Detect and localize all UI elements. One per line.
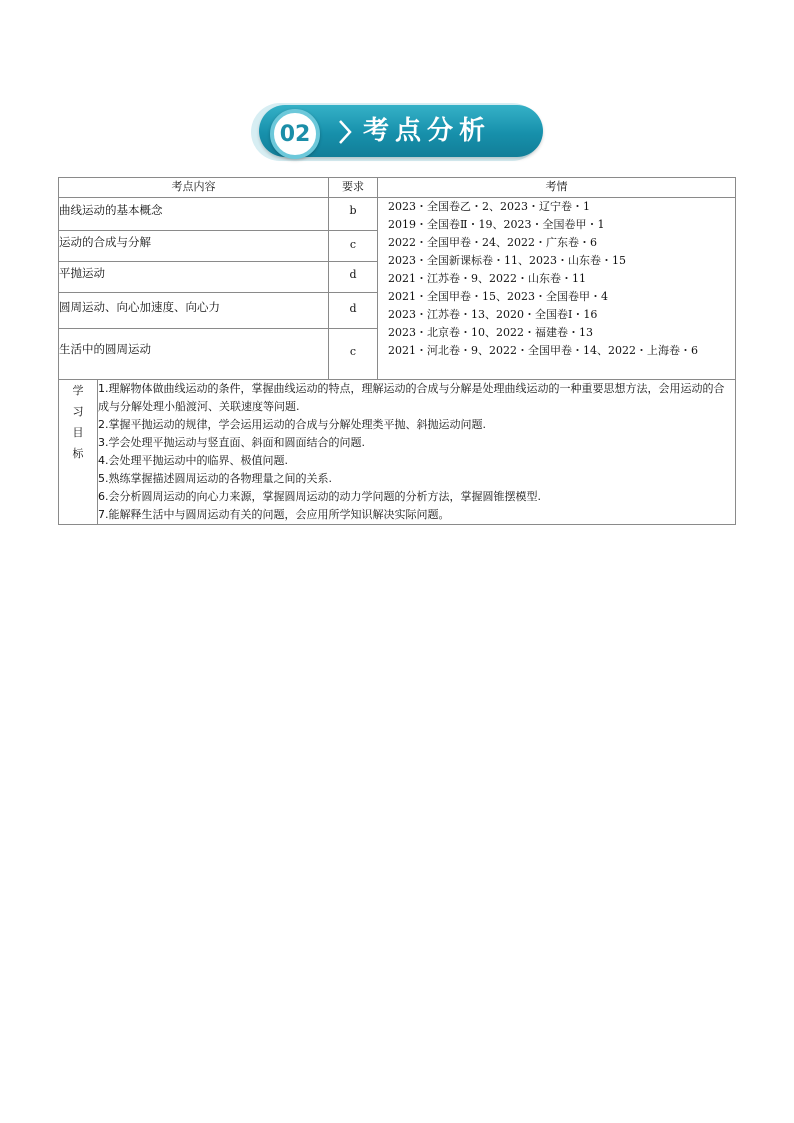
- exam-line: 2023・全国新课标卷・11、2023・山东卷・15: [388, 254, 626, 267]
- header-requirement: 要求: [329, 178, 378, 198]
- exam-line: 2023・北京卷・10、2022・福建卷・13: [388, 326, 593, 339]
- goal-item: 4.会处理平抛运动中的临界、极值问题.: [98, 454, 288, 467]
- requirement-cell: c: [329, 231, 378, 262]
- exam-line: 2021・河北卷・9、2022・全国甲卷・14、2022・上海卷・6: [388, 344, 698, 357]
- goal-item: 6.会分析圆周运动的向心力来源，掌握圆周运动的动力学问题的分析方法，掌握圆锥摆模型.: [98, 490, 541, 503]
- goals-cell: [98, 380, 736, 525]
- topic-cell: 平抛运动: [59, 262, 329, 293]
- header-exam: 考情: [378, 178, 736, 198]
- requirement-cell: b: [329, 198, 378, 231]
- exam-line: 2023・江苏卷・13、2020・全国卷Ⅰ・16: [388, 308, 598, 321]
- section-banner: [245, 99, 545, 163]
- table-header-row: [59, 178, 736, 198]
- banner-number-badge: [270, 109, 320, 159]
- exam-line: 2021・全国甲卷・15、2023・全国卷甲・4: [388, 290, 608, 303]
- header-content: 考点内容: [59, 178, 329, 198]
- requirement-cell: d: [329, 262, 378, 293]
- exam-line: 2022・全国甲卷・24、2022・广东卷・6: [388, 236, 597, 249]
- goals-label-char: 习: [72, 405, 84, 418]
- topic-cell: 生活中的圆周运动: [59, 329, 329, 380]
- banner-number: 02: [279, 121, 311, 147]
- requirement-cell: c: [329, 329, 378, 380]
- topic-cell: 运动的合成与分解: [59, 231, 329, 262]
- goal-item: 3.学会处理平抛运动与竖直面、斜面和圆面结合的问题.: [98, 436, 365, 449]
- exam-line: 2021・江苏卷・9、2022・山东卷・11: [388, 272, 586, 285]
- goals-label-char: 目: [72, 426, 84, 439]
- topic-cell: 曲线运动的基本概念: [59, 198, 329, 231]
- topic-cell: 圆周运动、向心加速度、向心力: [59, 293, 329, 329]
- exam-cell: [378, 198, 736, 380]
- goals-label: [59, 380, 98, 525]
- goal-item: 1.理解物体做曲线运动的条件，掌握曲线运动的特点，理解运动的合成与分解是处理曲线运动的一种重要思想方法，会用运动的合成与分解处理小船渡河、关联速度等问题.: [98, 382, 725, 413]
- goals-label-char: 标: [72, 447, 84, 460]
- requirement-cell: d: [329, 293, 378, 329]
- chevron-right-icon: [337, 119, 353, 145]
- goals-label-char: 学: [72, 384, 84, 397]
- exam-analysis-table: [58, 177, 736, 525]
- goal-item: 5.熟练掌握描述圆周运动的各物理量之间的关系.: [98, 472, 332, 485]
- table-row: [59, 198, 736, 231]
- goal-item: 7.能解释生活中与圆周运动有关的问题，会应用所学知识解决实际问题。: [98, 508, 450, 521]
- goals-row: [59, 380, 736, 525]
- exam-line: 2019・全国卷Ⅱ・19、2023・全国卷甲・1: [388, 218, 605, 231]
- exam-line: 2023・全国卷乙・2、2023・辽宁卷・1: [388, 200, 590, 213]
- goal-item: 2.掌握平抛运动的规律，学会运用运动的合成与分解处理类平抛、斜抛运动问题.: [98, 418, 486, 431]
- banner-title: 考点分析: [363, 116, 492, 146]
